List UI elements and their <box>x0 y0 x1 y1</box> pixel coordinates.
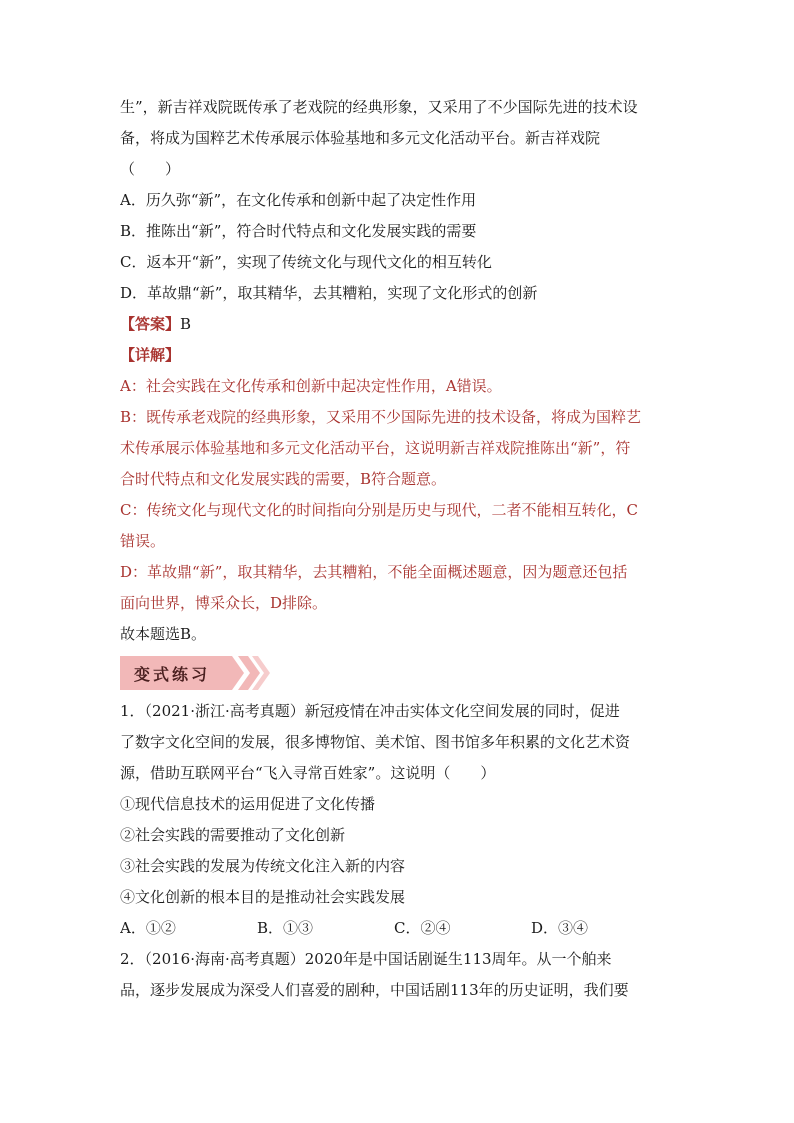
detail-line: B：既传承老戏院的经典形象，又采用不少国际先进的技术设备，将成为国粹艺 <box>120 408 642 426</box>
q1-choice-c: C．②④ <box>394 919 451 937</box>
detail-line: 术传承展示体验基地和多元文化活动平台，这说明新吉祥戏院推陈出“新”，符 <box>120 439 631 457</box>
stem-line: （ ） <box>120 160 181 178</box>
q2-stem-line: 2．（2016·海南·高考真题）2020年是中国话剧诞生113周年。从一个舶来 <box>120 950 612 968</box>
q1-choices <box>120 913 680 944</box>
practice-question-1 <box>120 696 680 944</box>
banner-label: 变式练习 <box>134 665 211 684</box>
option-c: C．返本开“新”，实现了传统文化与现代文化的相互转化 <box>120 253 492 271</box>
detail-line: D：革故鼎“新”，取其精华，去其糟粕，不能全面概述题意，因为题意还包括 <box>120 563 628 581</box>
q1-statement: ①现代信息技术的运用促进了文化传播 <box>120 795 376 813</box>
detail-explanation <box>120 371 680 619</box>
q2-stem-line: 品，逐步发展成为深受人们喜爱的剧种，中国话剧113年的历史证明，我们要 <box>120 981 629 999</box>
q1-stem-line: 1．（2021·浙江·高考真题）新冠疫情在冲击实体文化空间发展的同时，促进 <box>120 702 620 720</box>
practice-banner <box>120 654 680 694</box>
answer-value: B <box>180 315 192 333</box>
q1-stem-line: 了数字文化空间的发展，很多博物馆、美术馆、图书馆多年积累的文化艺术资 <box>120 733 631 751</box>
answer-tag: 【答案】 <box>120 315 181 333</box>
option-a: A．历久弥“新”，在文化传承和创新中起了决定性作用 <box>120 191 477 209</box>
document-page <box>120 92 680 1006</box>
q1-choice-d: D．③④ <box>531 919 589 937</box>
detail-line: A：社会实践在文化传承和创新中起决定性作用，A错误。 <box>120 377 502 395</box>
detail-line: 错误。 <box>120 532 166 550</box>
detail-line: C：传统文化与现代文化的时间指向分别是历史与现代，二者不能相互转化，C <box>120 501 638 519</box>
stem-line: 备，将成为国粹艺术传承展示体验基地和多元文化活动平台。新吉祥戏院 <box>120 129 601 147</box>
detail-heading <box>120 340 680 371</box>
answer-line <box>120 309 680 340</box>
stem-line: 生”，新吉祥戏院既传承了老戏院的经典形象，又采用了不少国际先进的技术设 <box>120 98 638 116</box>
q1-choice-a: A．①② <box>120 919 176 937</box>
detail-tag: 【详解】 <box>120 346 181 364</box>
q1-statement: ②社会实践的需要推动了文化创新 <box>120 826 346 844</box>
q1-statement: ③社会实践的发展为传统文化注入新的内容 <box>120 857 406 875</box>
practice-question-2 <box>120 944 680 1006</box>
q1-choice-b: B．①③ <box>257 919 314 937</box>
q1-stem-line: 源，借助互联网平台“飞入寻常百姓家”。这说明（ ） <box>120 764 496 782</box>
question-stem <box>120 92 680 185</box>
q1-statement: ④文化创新的根本目的是推动社会实践发展 <box>120 888 406 906</box>
question-options <box>120 185 680 309</box>
detail-line: 合时代特点和文化发展实践的需要，B符合题意。 <box>120 470 447 488</box>
conclusion: 故本题选B。 <box>120 625 207 643</box>
detail-line: 面向世界，博采众长，D排除。 <box>120 594 328 612</box>
option-b: B．推陈出“新”，符合时代特点和文化发展实践的需要 <box>120 222 477 240</box>
option-d: D．革故鼎“新”，取其精华，去其糟粕，实现了文化形式的创新 <box>120 284 538 302</box>
